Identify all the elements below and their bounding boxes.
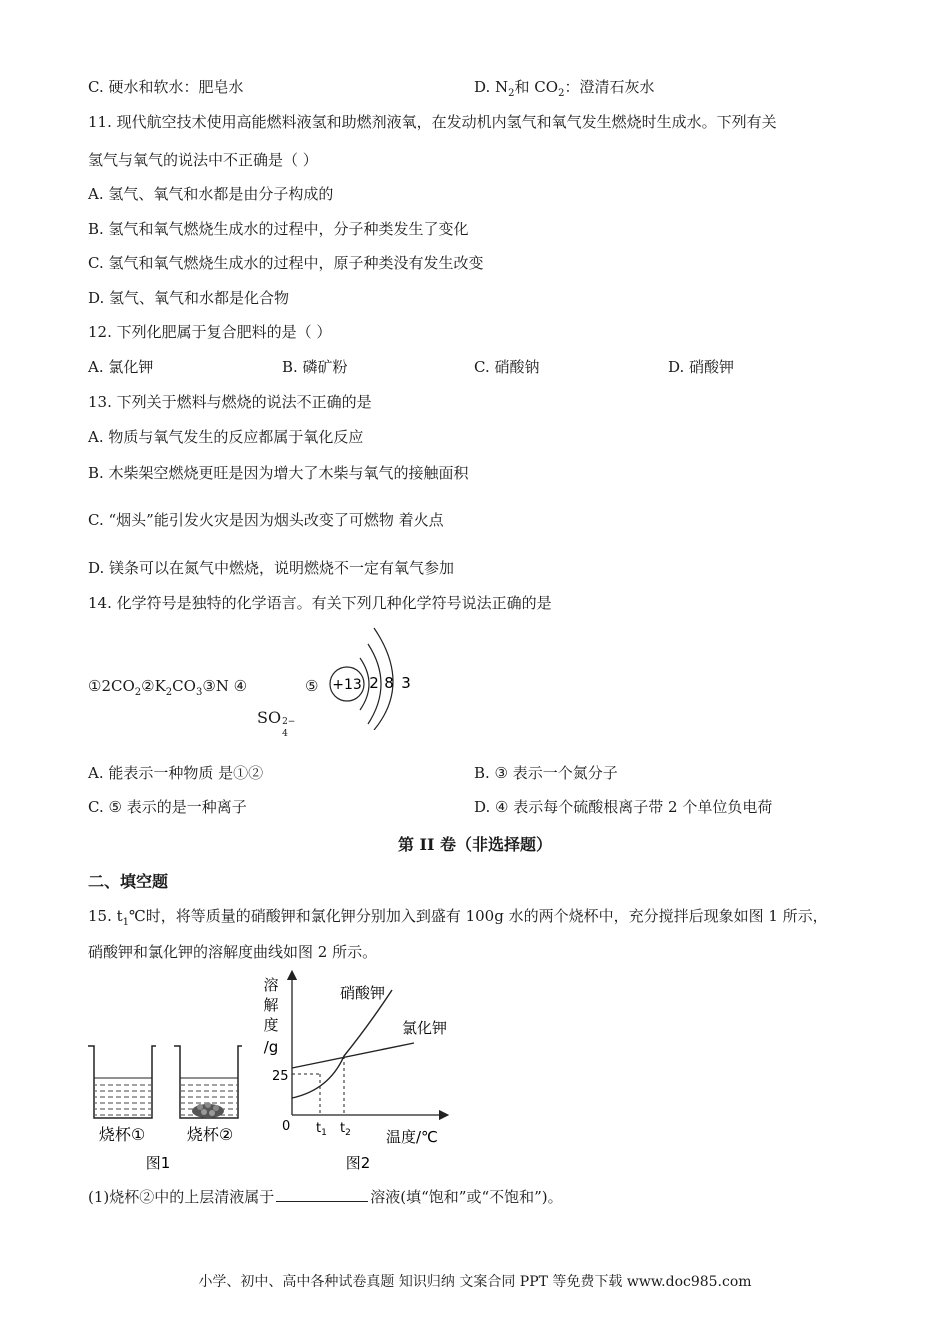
q11-option-a: A. 氢气、氧气和水都是由分子构成的 (88, 185, 334, 203)
q11-stem-line1: 11. 现代航空技术使用高能燃料液氢和助燃剂液氧，在发动机内氢气和氧气发生燃烧时生成水。下列有关 (88, 113, 777, 131)
q15-stem-line2: 硝酸钾和氯化钾的溶解度曲线如图 2 所示。 (88, 943, 378, 961)
q13-option-b: B. 木柴架空燃烧更旺是因为增大了木柴与氧气的接触面积 (88, 464, 469, 482)
figure-1-beakers (84, 1040, 254, 1175)
potassium-chloride-label: 氯化钾 (402, 1019, 448, 1037)
y-label-3: 度 (263, 1016, 279, 1034)
q13-option-c: C. “烟头”能引发火灾是因为烟头改变了可燃物 着火点 (88, 511, 444, 529)
q14-option-b: B. ③ 表示一个氮分子 (474, 764, 618, 782)
shell-2-electrons: 8 (384, 674, 394, 692)
beaker-1-label: 烧杯① (98, 1125, 146, 1144)
sulfate-ion-symbol: SO 2− 4 (257, 708, 296, 739)
q12-option-c: C. 硝酸钠 (474, 358, 540, 376)
q13-stem: 13. 下列关于燃料与燃烧的说法不正确的是 (88, 393, 372, 411)
q11-option-c: C. 氢气和氧气燃烧生成水的过程中，原子种类没有发生改变 (88, 254, 484, 272)
beaker-2-label: 烧杯② (186, 1125, 234, 1144)
q11-option-d: D. 氢气、氧气和水都是化合物 (88, 289, 290, 307)
potassium-nitrate-curve (292, 990, 392, 1098)
q14-option-a: A. 能表示一种物质 是①② (88, 764, 264, 782)
q10-option-c: C. 硬水和软水：肥皂水 (88, 78, 244, 96)
beaker-2 (174, 1046, 242, 1118)
q12-option-a: A. 氯化钾 (88, 358, 154, 376)
q11-stem-line2: 氢气与氧气的说法中不正确是（ ） (88, 151, 318, 169)
x-axis-label: 温度/℃ (386, 1128, 438, 1146)
y-label-2: 解 (263, 996, 279, 1014)
q14-option-c: C. ⑤ 表示的是一种离子 (88, 798, 247, 816)
part-title: 二、填空题 (88, 872, 169, 891)
q14-option-d: D. ④ 表示每个硫酸根离子带 2 个单位负电荷 (474, 798, 773, 816)
section-title: 第 II 卷（非选择题） (397, 835, 553, 854)
aluminum-atom-structure-diagram (322, 620, 422, 730)
q12-stem: 12. 下列化肥属于复合肥料的是（ ） (88, 323, 332, 341)
q14-stem: 14. 化学符号是独特的化学语言。有关下列几种化学符号说法正确的是 (88, 594, 552, 612)
potassium-nitrate-label: 硝酸钾 (340, 984, 386, 1002)
figure-1-caption: 图1 (145, 1154, 171, 1172)
t2-label: $t_2$ (340, 1121, 351, 1138)
t1-label: $t_1$ (316, 1121, 327, 1138)
q14-symbols: $①2CO_2②K_2CO_3③N$ ④ (88, 677, 248, 698)
page-footer: 小学、初中、高中各种试卷真题 知识归纳 文案合同 PPT 等免费下载 www.doc985.com (198, 1274, 752, 1290)
q11-option-b: B. 氢气和氧气燃烧生成水的过程中，分子种类发生了变化 (88, 220, 469, 238)
y-label-4: /g (263, 1038, 279, 1056)
q12-option-b: B. 磷矿粉 (282, 358, 348, 376)
q10-option-d: D. $N_2$和 $CO_2$：澄清石灰水 (474, 78, 655, 99)
nucleus-charge: +13 (332, 677, 362, 693)
potassium-chloride-curve (292, 1043, 414, 1068)
q12-option-d: D. 硝酸钾 (668, 358, 735, 376)
shell-3-electrons: 3 (401, 674, 411, 692)
origin-label: 0 (282, 1119, 291, 1134)
y-tick-25: 25 (272, 1069, 289, 1084)
beaker-1 (88, 1046, 156, 1118)
y-label-1: 溶 (263, 976, 279, 994)
q13-option-a: A. 物质与氧气发生的反应都属于氧化反应 (88, 428, 364, 446)
q15-sub-question-1: (1)烧杯②中的上层清液属于 溶液(填“饱和”或“不饱和”)。 (88, 1188, 563, 1206)
q13-option-d: D. 镁条可以在氮气中燃烧，说明燃烧不一定有氧气参加 (88, 559, 455, 577)
figure-2-caption: 图2 (345, 1154, 371, 1172)
answer-blank[interactable] (276, 1201, 368, 1202)
shell-1-electrons: 2 (369, 674, 379, 692)
figure-2-solubility-chart (254, 970, 464, 1175)
q15-stem-line1: 15. $t_1℃$时，将等质量的硝酸钾和氯化钾分别加入到盛有 100g 水的两个烧杯中，充分搅拌后现象如图 1 所示， (88, 907, 828, 928)
q14-symbol-5-label: ⑤ (305, 677, 319, 695)
